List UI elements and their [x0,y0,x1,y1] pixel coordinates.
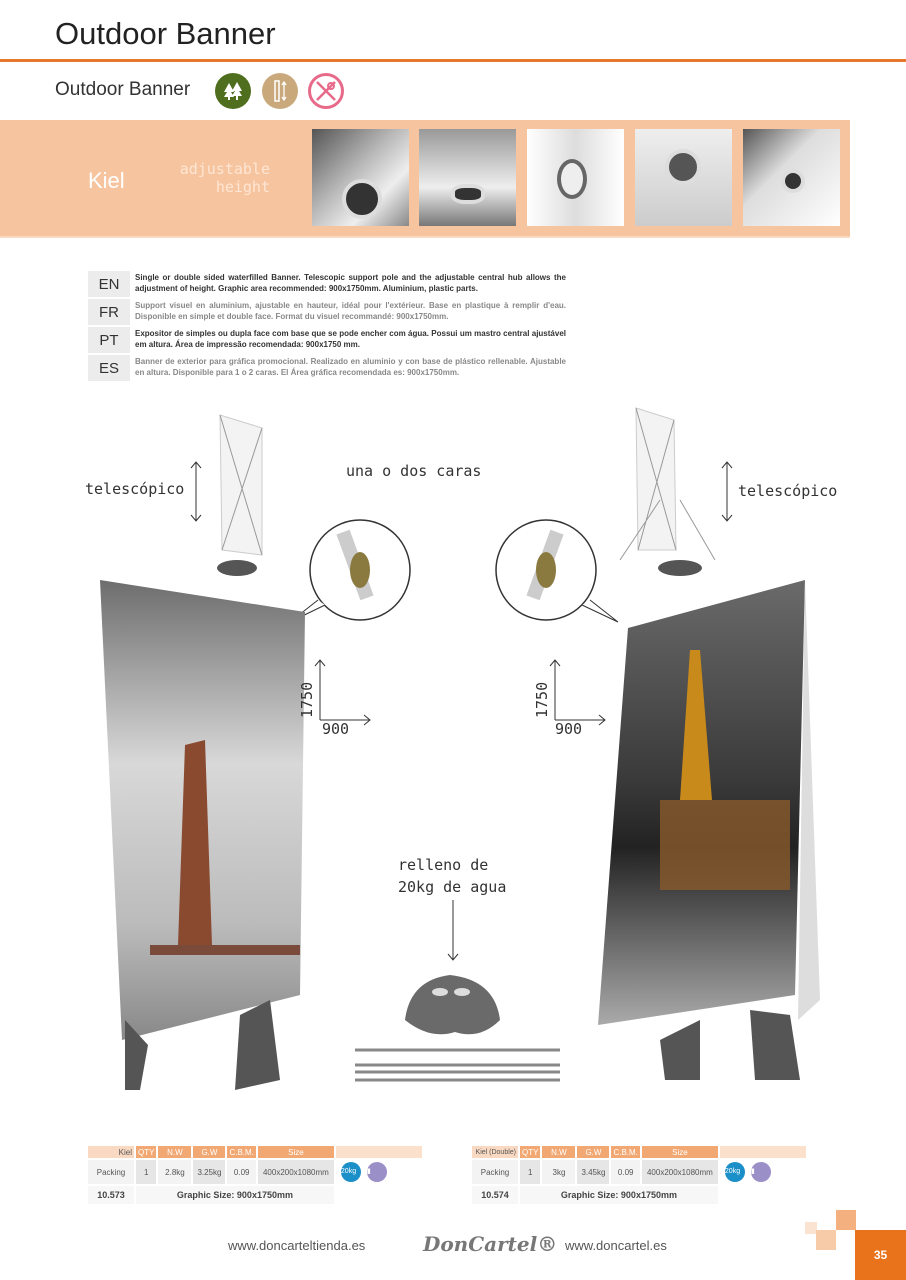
product-code: 10.574 [472,1186,518,1204]
description-en [88,271,566,297]
header-qty: QTY [138,1147,155,1157]
header-cbm: C.B.M. [229,1147,254,1157]
graphic-size: Graphic Size: 900x1750mm [520,1186,718,1204]
header-gw: G.W [577,1146,609,1158]
cbm-value: 0.09 [611,1160,639,1184]
pole-icon: ▮ [367,1162,387,1182]
section-subtitle: Outdoor Banner [55,79,191,100]
row-label: Packing [88,1160,134,1184]
description-es [88,355,566,381]
tagline-line-2: height [215,178,270,196]
detail-photo-hub-clip [527,129,624,226]
header-nw: N.W [158,1146,191,1158]
title-divider [0,59,906,62]
width-dimension-right: 900 [555,720,583,738]
telescopic-label-left: telescópico [85,480,185,498]
description-text: Single or double sided waterfilled Banner. Telescopic support pole and the adjustable central hub allows the adjustment of height. Graphic area recommended: 900x1750mm. Aluminium, plastic parts. [135,273,566,293]
water-drop-icon: 20kg [725,1162,745,1182]
header-nw: N.W [542,1146,575,1158]
table-label: Kiel (Double) [472,1146,518,1158]
description-fr [88,299,566,325]
outdoor-trees-icon [215,73,251,109]
small-stand-left [217,415,262,576]
feature-tagline [160,160,270,196]
water-drop-icon: 20kg [341,1162,361,1182]
water-base-and-poles [355,975,560,1080]
width-dimension-left: 900 [322,720,350,738]
product-code: 10.573 [88,1186,134,1204]
detail-photo-base-thread [312,129,409,226]
size-value: 400x200x1080mm [258,1160,334,1184]
height-dimension-right: 1750 [533,681,551,718]
nw-value: 2.8kg [158,1160,191,1184]
decor-square [836,1210,856,1230]
nw-value: 3kg [542,1160,575,1184]
decor-square [816,1230,836,1250]
row-label: Packing [472,1160,518,1184]
header-blank [720,1146,806,1158]
detail-photo-central-hub [635,129,732,226]
fill-label-line-1: relleno de [398,856,489,874]
banner-left-tower [100,580,305,1090]
telescopic-arrow-right [722,462,732,521]
telescopic-arrow-left [191,462,201,521]
detail-photo-pole-socket [419,129,516,226]
lang-code: PT [88,327,130,353]
spec-table-kiel-double [470,1144,808,1206]
header-cbm: C.B.M. [613,1147,638,1157]
dimension-left [298,660,370,738]
size-value: 400x200x1080mm [642,1160,718,1184]
description-text: Expositor de simples ou dupla face com base que se pode encher com água. Possui um mastro central ajustável em altura. Área de impressão recomendada: 900x1750 mm. [135,329,566,349]
description-text: Support visuel en aluminium, ajustable en hauteur, idéal pour l'extérieur. Base en plastique à remplir d'eau. Disponible en simple et double face. Format du visuel recommandé: 900x1750mm. [135,301,566,321]
description-text: Banner de exterior para gráfica promocional. Realizado en aluminio y con base de plástico rellenable. Ajustable en altura. Disponible para 1 o 2 caras. El Área gráfica recomendada es: 900x1750mm. [135,357,566,377]
page-title: Outdoor Banner [55,16,276,51]
pole-icon: ▮ [751,1162,771,1182]
dimension-right [533,660,605,738]
adjustable-height-icon [262,73,298,109]
fill-label-line-2: 20kg de agua [398,878,507,896]
spec-table-kiel [86,1144,424,1206]
shop-url-link[interactable]: www.doncarteltienda.es [228,1238,366,1253]
doncartel-logo: DonCartel® [423,1232,558,1256]
banner-right-city [598,580,820,1080]
graphic-size: Graphic Size: 900x1750mm [136,1186,334,1204]
band-divider [0,236,850,238]
no-tools-icon [308,73,344,109]
qty-value: 1 [520,1160,540,1184]
description-pt [88,327,566,353]
lang-code: FR [88,299,130,325]
header-blank [336,1146,422,1158]
header-size: Size [642,1146,718,1158]
table-label: Kiel [88,1146,134,1158]
page-number: 35 [855,1230,906,1280]
header-qty: QTY [522,1147,539,1157]
gw-value: 3.25kg [193,1160,225,1184]
tagline-line-1: adjustable [179,160,270,178]
header-size: Size [258,1146,334,1158]
lang-code: EN [88,271,130,297]
fill-arrow [448,900,458,960]
callout-right [496,520,618,622]
callout-left [290,520,410,622]
small-stand-right [620,408,715,576]
height-dimension-left: 1750 [298,681,316,718]
telescopic-label-right: telescópico [738,482,838,500]
product-illustration [0,400,906,1130]
header-gw: G.W [193,1146,225,1158]
cbm-value: 0.09 [227,1160,255,1184]
model-name: Kiel [88,168,125,193]
detail-photo-water-cap [743,129,840,226]
site-url-link[interactable]: www.doncartel.es [565,1238,667,1253]
lang-code: ES [88,355,130,381]
qty-value: 1 [136,1160,156,1184]
gw-value: 3.45kg [577,1160,609,1184]
sides-label: una o dos caras [346,462,482,480]
